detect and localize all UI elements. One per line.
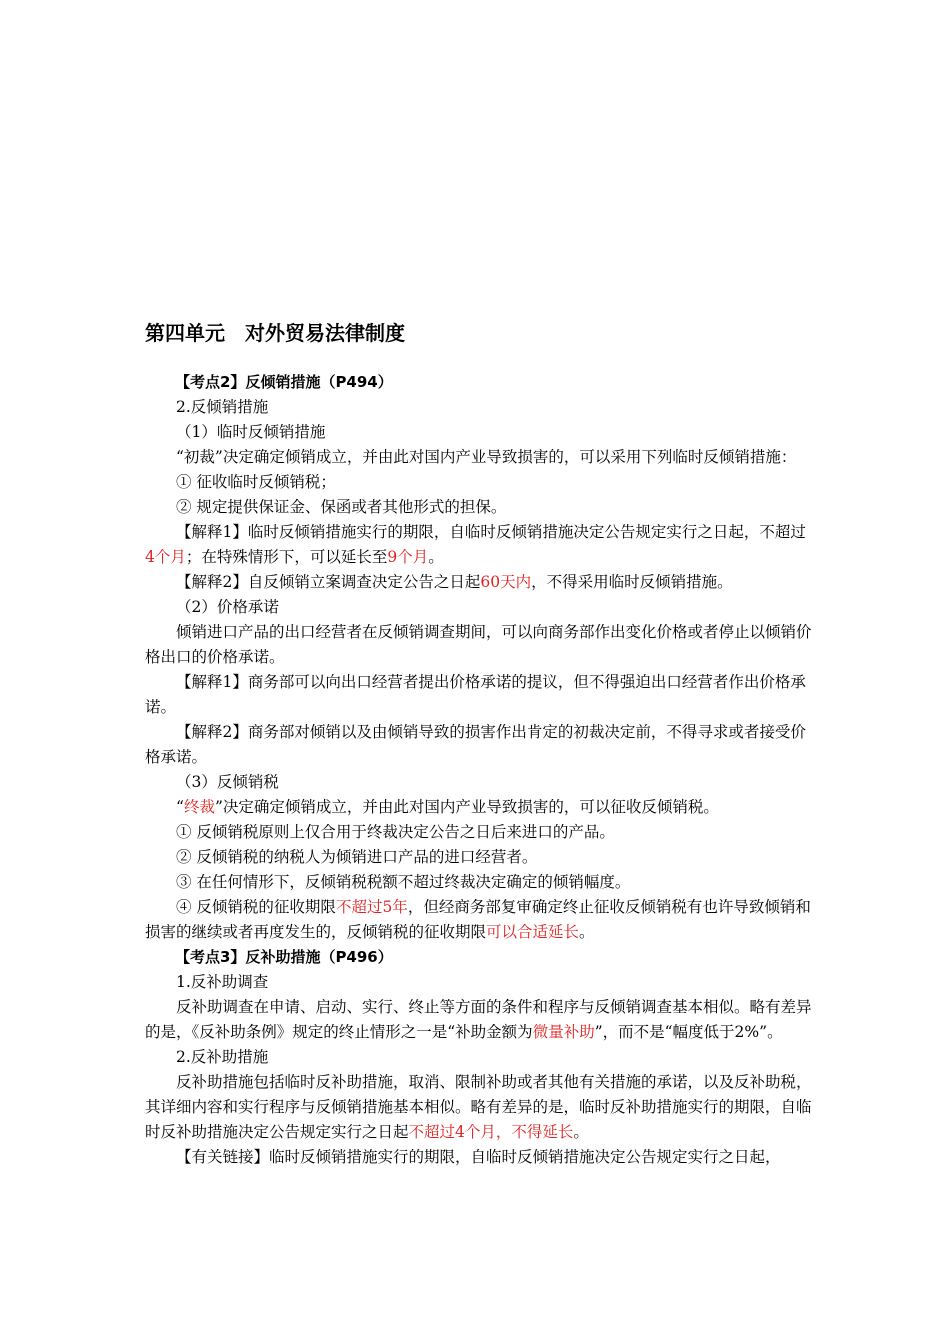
text: ④ 反倾销税的征收期限 [176,898,336,916]
text: ；在特殊情形下，可以延长至 [185,548,388,566]
kp2-duty-heading: （3）反倾销税 [176,773,279,791]
text: ，不得采用临时反倾销措施。 [531,573,733,591]
kp3-sub-investigation: 1.反补助调查 [176,973,269,991]
highlight: 60天内 [480,573,532,591]
kp2-explanation-1 [145,520,815,570]
kp3-sub-measures: 2.反补助措施 [176,1048,269,1066]
highlight: 不超过4个月，不得延长 [408,1123,574,1141]
kp2-duty-item2: ② 反倾销税的纳税人为倾销进口产品的进口经营者。 [176,848,538,866]
text: 。 [428,548,444,566]
highlight: 9个月 [387,548,429,566]
kp2-sub-provisional: （1）临时反倾销措施 [176,423,326,441]
highlight: 可以合适延长 [486,923,580,941]
kp2-heading: 【考点2】反倾销措施（P494） [175,373,393,391]
text: 。 [573,1123,589,1141]
kp2-price-explanation-1: 【解释1】商务部可以向出口经营者提出价格承诺的提议，但不得强迫出口经营者作出价格承诺。 [145,673,806,716]
highlight: 不超过5年 [335,898,408,916]
highlight: 4个月 [145,548,186,566]
kp2-price-heading: （2）价格承诺 [176,598,279,616]
text: 。 [579,923,595,941]
text: ”，而不是“幅度低于2%”。 [594,1023,783,1041]
kp2-sub-measures: 2.反倾销措施 [176,398,269,416]
kp2-duty-intro [145,795,815,820]
text: ”决定确定倾销成立，并由此对国内产业导致损害的，可以征收反倾销税。 [214,798,719,816]
highlight: 微量补助 [532,1023,595,1041]
text: 反补助措施包括临时反补助措施，取消、限制补助或者其他有关措施的承诺，以及反补助税，其详细内容和实行程序与反倾销措施基本相似。略有差异的是，临时反补助措施实行的期限，自临时反补助措施决定公告规定实行之日起 [145,1073,812,1141]
kp2-item1: ① 征收临时反倾销税； [176,473,336,491]
kp2-duty-item1: ① 反倾销税原则上仅合用于终裁决定公告之日后来进口的产品。 [176,823,615,841]
text: “ [176,798,184,816]
kp3-body-1 [145,995,815,1045]
kp2-duty-item4 [145,895,815,945]
unit-title: 第四单元 对外贸易法律制度 [145,321,405,345]
kp3-related-link: 【有关链接】临时反倾销措施实行的期限，自临时反倾销措施决定公告规定实行之日起， [176,1148,781,1166]
kp2-price-explanation-2: 【解释2】商务部对倾销以及由倾销导致的损害作出肯定的初裁决定前，不得寻求或者接受价格承诺。 [145,723,806,766]
kp2-item2: ② 规定提供保证金、保函或者其他形式的担保。 [176,498,507,516]
kp2-intro: “初裁”决定确定倾销成立，并由此对国内产业导致损害的，可以采用下列临时反倾销措施： [176,448,797,466]
document-page [145,318,815,1170]
kp2-price-body: 倾销进口产品的出口经营者在反倾销调查期间，可以向商务部作出变化价格或者停止以倾销价格出口的价格承诺。 [145,623,812,666]
kp2-duty-item3: ③ 在任何情形下，反倾销税税额不超过终裁决定确定的倾销幅度。 [176,873,631,891]
text: 【解释2】自反倾销立案调查决定公告之日起 [176,573,481,591]
kp3-heading: 【考点3】反补助措施（P496） [175,948,393,966]
text: 【解释1】临时反倾销措施实行的期限，自临时反倾销措施决定公告规定实行之日起，不超过 [176,523,806,541]
text: 反补助调查在申请、启动、实行、终止等方面的条件和程序与反倾销调查基本相似。略有差异的是，《反补助条例》规定的终止情形之一是“补助金额为 [145,998,812,1041]
highlight: 终裁 [183,798,215,816]
kp3-body-2 [145,1070,815,1145]
text: ，但经商务部复审确定终止征收反倾销税有也许导致倾销和损害的继续或者再度发生的，反倾销税的征收期限 [145,898,811,941]
kp2-explanation-2 [145,570,815,595]
